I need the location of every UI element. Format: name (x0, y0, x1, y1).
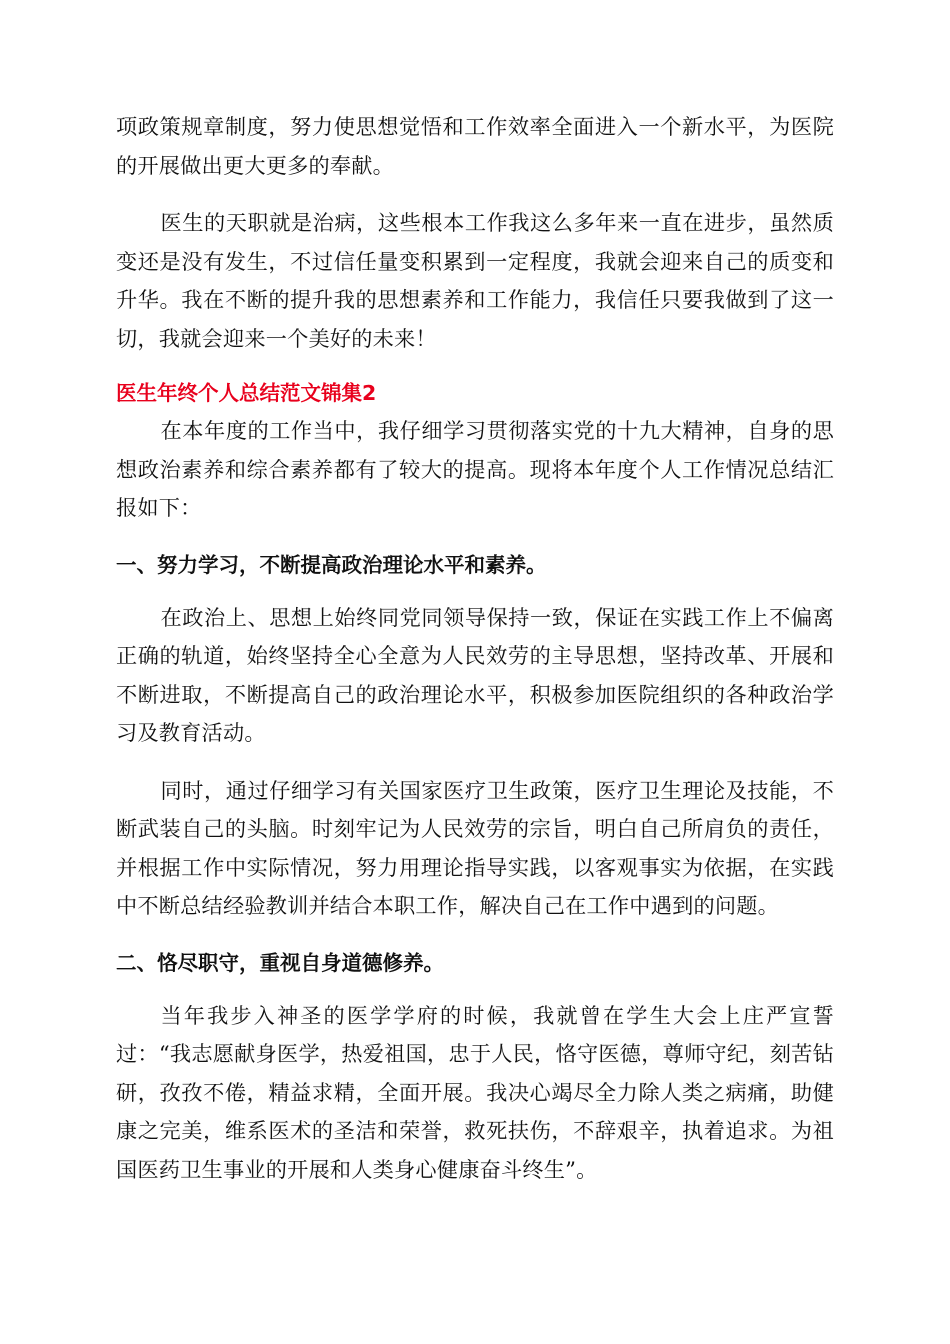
paragraph-continued: 项政策规章制度，努力使思想觉悟和工作效率全面进入一个新水平，为医院的开展做出更大更多的奉献。 (116, 114, 834, 178)
heading-study: 一、努力学习，不断提高政治理论水平和素养。 (116, 552, 547, 577)
paragraph-policy-study: 同时，通过仔细学习有关国家医疗卫生政策，医疗卫生理论及技能，不断武装自己的头脑。时刻牢记为人民效劳的宗旨，明白自己所肩负的责任，并根据工作中实际情况，努力用理论指导实践，以客观事实为依据，在实践中不断总结经验教训并结合本职工作，解决自己在工作中遇到的问题。 (116, 777, 834, 918)
section-title: 医生年终个人总结范文锦集2 (116, 381, 377, 405)
document-page (116, 108, 834, 1189)
paragraph-political: 在政治上、思想上始终同党同领导保持一致，保证在实践工作上不偏离正确的轨道，始终坚持全心全意为人民效劳的主导思想，坚持改革、开展和不断进取，不断提高自己的政治理论水平，积极参加医院组织的各种政治学习及教育活动。 (116, 604, 834, 745)
paragraph-doctor-duty: 医生的天职就是治病，这些根本工作我这么多年来一直在进步，虽然质变还是没有发生，不过信任量变积累到一定程度，我就会迎来自己的质变和升华。我在不断的提升我的思想素养和工作能力，我信任只要我做到了这一切，我就会迎来一个美好的未来！ (116, 210, 834, 351)
paragraph-oath: 当年我步入神圣的医学学府的时候，我就曾在学生大会上庄严宣誓过：“我志愿献身医学，热爱祖国，忠于人民，恪守医德，尊师守纪，刻苦钻研，孜孜不倦，精益求精，全面开展。我决心竭尽全力除人类之病痛，助健康之完美，维系医术的圣洁和荣誉，救死扶伤，不辞艰辛，执着追求。为祖国医药卫生事业的开展和人类身心健康奋斗终生”。 (116, 1002, 834, 1182)
paragraph-intro: 在本年度的工作当中，我仔细学习贯彻落实党的十九大精神，自身的思想政治素养和综合素养都有了较大的提高。现将本年度个人工作情况总结汇报如下： (116, 418, 834, 520)
heading-duty: 二、恪尽职守，重视自身道德修养。 (116, 950, 444, 975)
